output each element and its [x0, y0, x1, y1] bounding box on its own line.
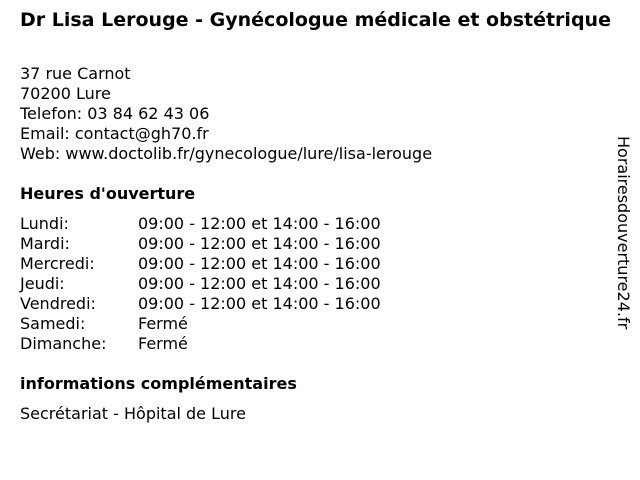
- day-label: Samedi:: [20, 314, 86, 333]
- time-range: Fermé: [138, 334, 188, 353]
- day-label: Lundi:: [20, 214, 69, 233]
- day-label: Mercredi:: [20, 254, 95, 273]
- street-address: 37 rue Carnot: [20, 64, 131, 83]
- opening-hours-heading: Heures d'ouverture: [20, 184, 196, 203]
- contact-block: [20, 64, 432, 164]
- additional-info-text: Secrétariat - Hôpital de Lure: [20, 404, 246, 423]
- time-range: 09:00 - 12:00 et 14:00 - 16:00: [138, 294, 381, 313]
- additional-info-heading: informations complémentaires: [20, 374, 297, 393]
- website-url: Web: www.doctolib.fr/gynecologue/lure/lisa-lerouge: [20, 144, 433, 163]
- page-title: Dr Lisa Lerouge - Gynécologue médicale et obstétrique: [20, 9, 611, 31]
- phone-number: Telefon: 03 84 62 43 06: [20, 104, 210, 123]
- time-range: Fermé: [138, 314, 188, 333]
- day-label: Vendredi:: [20, 294, 96, 313]
- city: 70200 Lure: [20, 84, 111, 103]
- time-range: 09:00 - 12:00 et 14:00 - 16:00: [138, 234, 381, 253]
- time-range: 09:00 - 12:00 et 14:00 - 16:00: [138, 214, 381, 233]
- email-address: Email: contact@gh70.fr: [20, 124, 209, 143]
- day-label: Dimanche:: [20, 334, 107, 353]
- day-label: Jeudi:: [20, 274, 65, 293]
- day-label: Mardi:: [20, 234, 70, 253]
- time-range: 09:00 - 12:00 et 14:00 - 16:00: [138, 274, 381, 293]
- site-watermark: Horairesdouverture24.fr: [614, 136, 633, 330]
- time-range: 09:00 - 12:00 et 14:00 - 16:00: [138, 254, 381, 273]
